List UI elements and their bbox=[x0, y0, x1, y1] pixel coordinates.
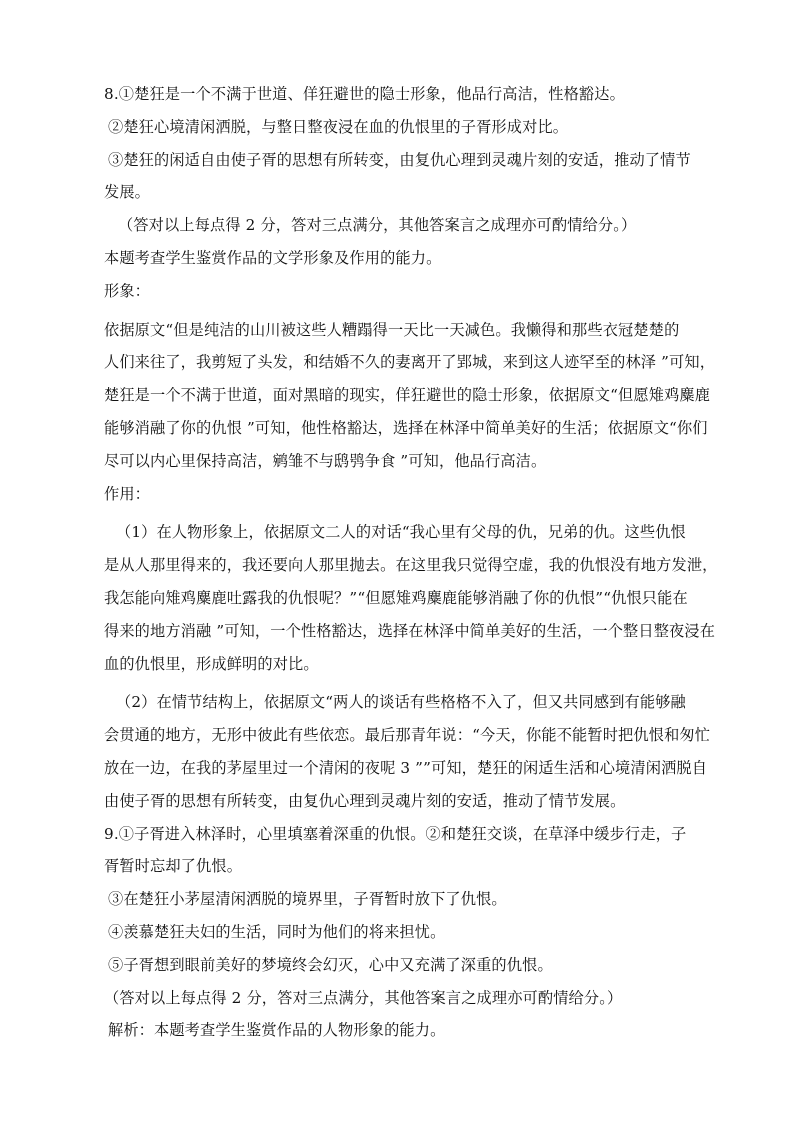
paragraph-line: 依据原文“但是纯洁的山川被这些人糟蹋得一天比一天减色。我懒得和那些衣冠楚楚的 bbox=[104, 320, 680, 339]
q8-image-paragraph bbox=[104, 314, 726, 478]
q9-point-1: 9.①子胥进入林泽时，心里填塞着深重的仇恨。②和楚狂交谈，在草泽中缓步行走，子 bbox=[104, 824, 687, 843]
q9-scoring-note: （答对以上每点得 2 分，答对三点满分，其他答案言之成理亦可酌情给分。） bbox=[104, 988, 623, 1007]
q8-scoring-note: （答对以上每点得 2 分，答对三点满分，其他答案言之成理亦可酌情给分。） bbox=[118, 216, 637, 235]
paragraph-line: 得来的地方消融 ”可知，一个性格豁达，选择在林泽中简单美好的生活，一个整日整夜浸在 bbox=[104, 621, 716, 640]
paragraph-line: 楚狂是一个不满于世道，面对黑暗的现实，佯狂避世的隐士形象，依据原文“但愿雉鸡麋鹿 bbox=[104, 386, 711, 405]
q8-image-heading: 形象： bbox=[104, 281, 151, 300]
q9-point-1-cont: 胥暂时忘却了仇恨。 bbox=[104, 857, 243, 876]
q9-analysis: 解析：本题考查学生鉴赏作品的人物形象的能力。 bbox=[108, 1021, 446, 1040]
answer-page bbox=[104, 78, 726, 1047]
q8-point-3: ③楚狂的闲适自由使子胥的思想有所转变，由复仇心理到灵魂片刻的安适，推动了情节 bbox=[108, 150, 691, 169]
q8-point-1: 8.①楚狂是一个不满于世道、佯狂避世的隐士形象，他品行高洁，性格豁达。 bbox=[104, 85, 625, 103]
q9-point-3: ③在楚狂小茅屋清闲洒脱的境界里，子胥暂时放下了仇恨。 bbox=[108, 890, 507, 909]
paragraph-line: 人们来往了，我剪短了头发，和结婚不久的妻离开了郢城，来到这人迹罕至的林泽 ”可知， bbox=[104, 353, 716, 372]
q8-role-paragraph-1 bbox=[104, 516, 726, 680]
paragraph-line: 尽可以内心里保持高洁，鹓雏不与鸱鸮争食 ”可知，他品行高洁。 bbox=[104, 451, 547, 470]
paragraph-line: （1）在人物形象上，依据原文二人的对话“我心里有父母的仇，兄弟的仇。这些仇恨 bbox=[116, 523, 686, 542]
paragraph-line: 能够消融了你的仇恨 ”可知，他性格豁达，选择在林泽中简单美好的生活；依据原文“你们 bbox=[104, 418, 708, 437]
paragraph-line: 是从人那里得来的，我还要向人那里抛去。在这里我只觉得空虚，我的仇恨没有地方发泄， bbox=[104, 556, 718, 575]
paragraph-line: 我怎能向雉鸡麋鹿吐露我的仇恨呢？”“但愿雉鸡麋鹿能够消融了你的仇恨”“仇恨只能在 bbox=[104, 588, 688, 607]
paragraph-line: 由使子胥的思想有所转变，由复仇心理到灵魂片刻的安适，推动了情节发展。 bbox=[104, 791, 626, 810]
paragraph-line: 血的仇恨里，形成鲜明的对比。 bbox=[104, 654, 319, 673]
q9-point-4: ④羡慕楚狂夫妇的生活，同时为他们的将来担忧。 bbox=[108, 922, 446, 941]
q8-role-heading: 作用： bbox=[104, 484, 151, 503]
q9-point-5: ⑤子胥想到眼前美好的梦境终会幻灭，心中又充满了深重的仇恨。 bbox=[108, 955, 553, 974]
q8-point-2: ②楚狂心境清闲洒脱，与整日整夜浸在血的仇恨里的子胥形成对比。 bbox=[108, 117, 569, 136]
q8-point-3-cont: 发展。 bbox=[104, 183, 151, 202]
paragraph-line: 会贯通的地方，无形中彼此有些依恋。最后那青年说：“今天，你能不能暂时把仇恨和匆忙 bbox=[104, 726, 711, 745]
paragraph-line: （2）在情节结构上，依据原文“两人的谈话有些格格不入了，但又共同感到有能够融 bbox=[116, 693, 686, 712]
paragraph-line: 放在一边，在我的茅屋里过一个清闲的夜呢 3 ””可知，楚狂的闲适生活和心境清闲洒脱自 bbox=[104, 758, 708, 777]
q8-role-paragraph-2 bbox=[104, 686, 726, 817]
q8-analysis-intro: 本题考查学生鉴赏作品的文学形象及作用的能力。 bbox=[104, 248, 442, 267]
